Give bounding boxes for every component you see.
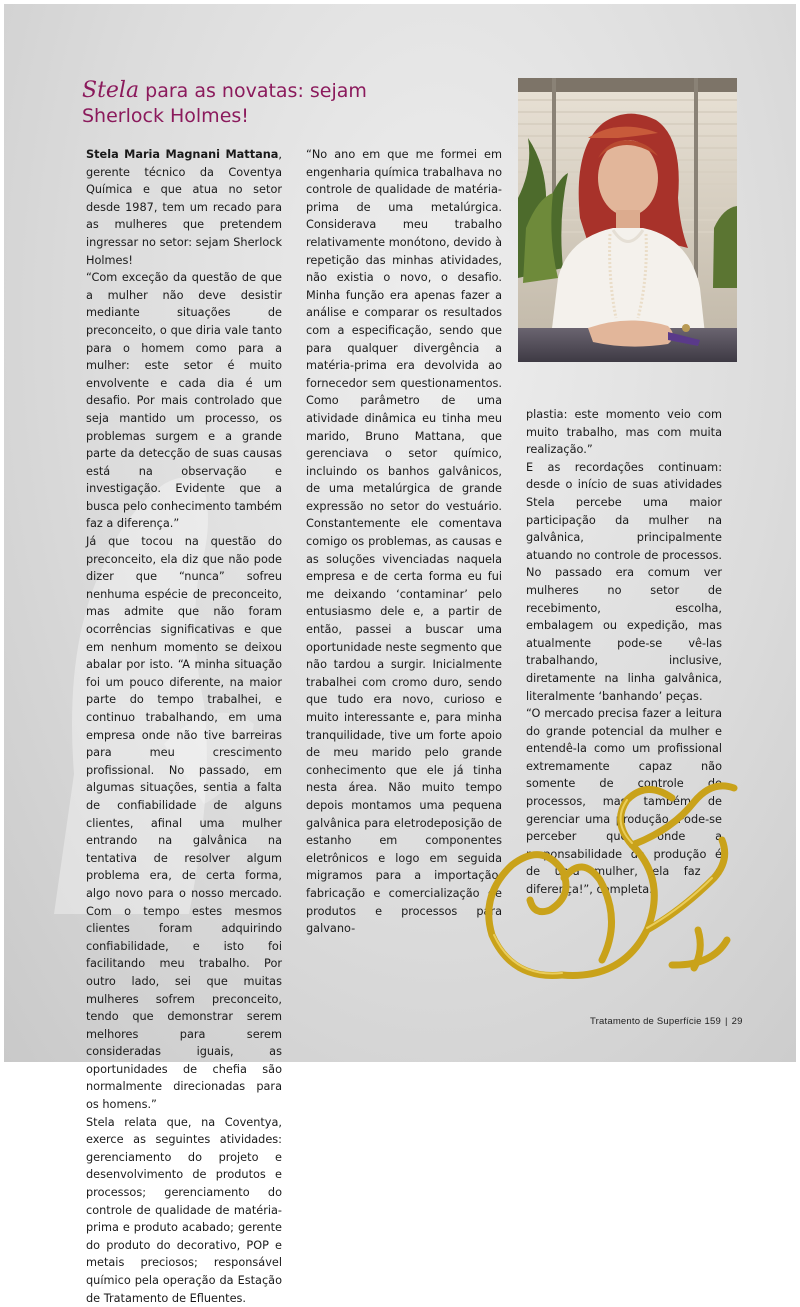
paragraph: Stela relata que, na Coventya, exerce as seguintes atividades: gerenciamento do projeto e desenvolvimento de produtos e processos; gerenciamento do controle de qualidade de matéria-prima e produto acabado; gerente do produto do decorativo, POP e metais preciosos; responsável químico pela operação da Estação de Tratamento de Efluentes.	[86, 1115, 282, 1305]
paragraph: “O mercado precisa fazer a leitura do grande potencial da mulher e entendê-la como um profissional extremamente capaz não somente de controle de processos, mas também de gerenciar uma produção. Pode-se perceber que onde a responsabilidade da produção é de uma mulher, ela faz a diferença!”, completa.	[526, 707, 722, 897]
magazine-name: Tratamento de Superfície 159	[590, 1016, 721, 1027]
portrait-photo	[518, 78, 737, 362]
title-text: para as novatas: sejam Sherlock Holmes!	[82, 80, 367, 127]
paragraph: plastia: este momento veio com muito trabalho, mas com muita realização.”	[526, 408, 722, 457]
intro-text: , gerente técnico da Coventya Química e que atua no setor desde 1987, tem um recado para as mulheres que pretendem ingressar no setor: sejam Sherlock Holmes!	[86, 148, 282, 267]
paragraph: Já que tocou na questão do preconceito, ela diz que não pode dizer que “nunca” sofreu nenhuma espécie de preconceito, mas admite que não foram ocorrências significativas e que em nenhum momento se deixou abalar por isto. “A minha situação foi um pouco diferente, na maior parte do tempo trabalhei, e continuo trabalhando, em uma empresa onde não tive barreiras para meu crescimento profissional. No passado, em algumas situações, sentia a falta de confiabilidade de alguns clientes, afinal uma mulher entrando na galvânica na tentativa de resolver algum problema era, de certa forma, algo novo para o nosso mercado. Com o tempo estes mesmos clientes foram adquirindo confiabilidade, e isto foi facilitando meu trabalho. Por outro lado, sei que muitas mulheres sofrem preconceito, tendo que demonstrar serem melhores para serem consideradas iguais, as oportunidades de chefia são normalmente direcionadas para os homens.”	[86, 535, 282, 1112]
intro-paragraph	[86, 146, 282, 269]
magazine-page	[4, 4, 796, 1305]
page-footer	[590, 1016, 743, 1027]
page-number: 29	[731, 1016, 743, 1027]
paragraph: E as recordações continuam: desde o início de suas atividades Stela percebe uma maior participação da mulher na galvânica, principalmente atuando no controle de processos. No passado era comum ver mulheres no setor de recebimento, escolha, embalagem ou expedição, mas atualmente pode-se vê-las trabalhando, inclusive, diretamente na linha galvânica, literalmente ‘banhando’ peças.	[526, 460, 722, 703]
paragraph: “No ano em que me formei em engenharia química trabalhava no controle de qualidade de matéria-prima de uma metalúrgica. Considerava meu trabalho relativamente monótono, devido à repetição das minhas atividades, não existia o novo, o desafio. Minha função era apenas fazer a análise e comparar os resultados com a especificação, sendo que para qualquer divergência a matéria-prima era devolvida ao fornecedor sem questionamentos. Como parâmetro de uma atividade dinâmica eu tinha meu marido, Bruno Mattana, que gerenciava o setor químico, incluindo os banhos galvânicos, de uma metalúrgica de grande expressão no setor do vestuário. Constantemente ele comentava comigo os problemas, as causas e as soluções vivenciadas naquela empresa e de certa forma eu fui me deixando ‘contaminar’ pelo entusiasmo dele e, a partir de então, passei a buscar uma oportunidade neste segmento que não tardou a surgir. Inicialmente trabalhei com cromo duro, sendo que tudo era novo, curioso e muito interessante e, para minha tranquilidade, tive um forte apoio de meu marido pelo grande conhecimento que ele já tinha nesta área. Não muito tempo depois montamos uma pequena galvânica para eletrodeposição de estanho em componentes eletrônicos e logo em seguida migramos para a importação, fabricação e comercialização de produtos e processos para galvano-	[306, 148, 502, 936]
paragraph: “Com exceção da questão de que a mulher não deve desistir mediante situações de preconceito, o que diria vale tanto para o homem como para a mulher: este setor é muito envolvente e cada dia é um desafio. Por mais controlado que seja mantido um processo, os problemas surgem e a grande parte da detecção de suas causas está na observação e investigação. Evidente que a busca pelo conhecimento também faz a diferença.”	[86, 271, 282, 531]
footer-separator: |	[724, 1016, 728, 1027]
intro-name: Stela Maria Magnani Mattana	[86, 148, 279, 161]
article-title	[82, 78, 402, 129]
portrait-illustration	[518, 78, 737, 362]
gold-swirl-ornament	[472, 760, 744, 992]
title-script-name: Stela	[82, 78, 140, 103]
text-column-1	[86, 146, 282, 1307]
